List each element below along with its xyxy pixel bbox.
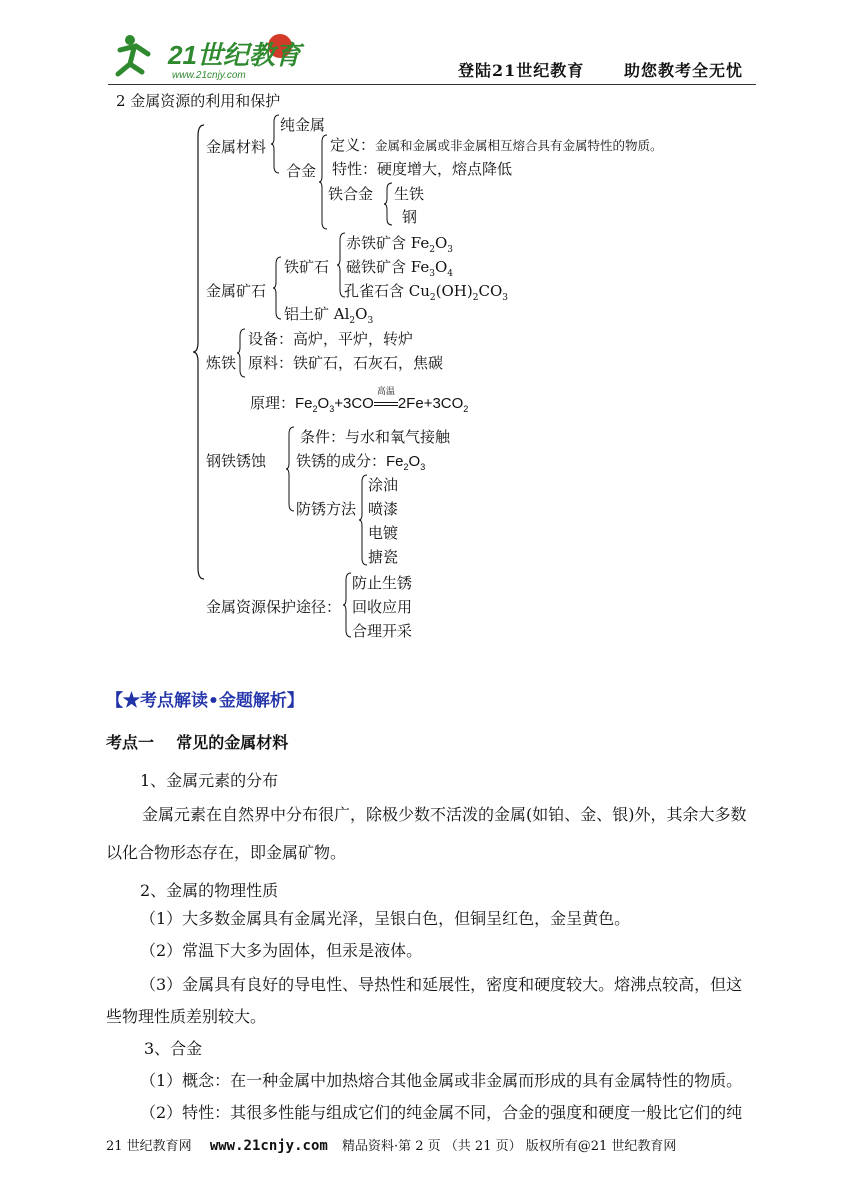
smelting-label: 炼铁 [206,354,237,372]
p1-text-line2: 以化合物形态存在，即金属矿物。 [106,843,347,862]
steel: 钢 [402,208,418,226]
ores-label: 金属矿石 [206,282,267,300]
kaodian-title: 考点一 常见的金属材料 [106,733,289,752]
prevention-brace [358,474,368,566]
prevention-label: 防锈方法 [296,500,357,518]
p3-heading: 3、合金 [144,1039,203,1058]
logo-url: www.21cnjy.com [172,70,246,81]
p2-item2: （2）常温下大多为固体，但汞是液体。 [140,941,423,960]
section-banner: 【★考点解读•金题解析】 [106,691,304,711]
protection-brace [342,572,352,638]
bauxite: 铝土矿 $Al_2O_3$ [284,305,374,326]
footer-site-name: 21 世纪教育网 [106,1139,192,1154]
pig-iron: 生铁 [394,185,425,203]
header-slogan-left: 登陆21世纪教育 [458,61,585,80]
iron-alloy-label: 铁合金 [328,185,374,203]
p3-item1: （1）概念：在一种金属中加热熔合其他金属或非金属而形成的具有金属特性的物质。 [140,1071,743,1090]
alloy-property: 特性：硬度增大，熔点降低 [332,160,513,178]
ores-brace [272,256,282,320]
header-divider [108,84,756,85]
materials-label: 金属材料 [206,138,267,156]
prevention-method: 喷漆 [368,500,399,518]
protection-way: 回收应用 [352,598,413,616]
smelting-brace [236,328,246,378]
alloy-definition: 定义：金属和金属或非金属相互熔合具有金属特性的物质。 [330,136,663,154]
rust-brace [285,426,295,512]
rust-composition: 铁锈的成分：$Fe_2O_3$ [296,452,426,472]
alloy-label: 合金 [286,162,317,180]
footer-url[interactable]: www.21cnjy.com [209,1138,328,1154]
footer-page-info: 精品资料·第 2 页 （共 21 页） 版权所有@21 世纪教育网 [341,1139,677,1154]
malachite: 孔雀石含 $Cu_2(OH)_2CO_3$ [344,282,508,303]
p2-item3-line1: （3）金属具有良好的导电性、导热性和延展性，密度和硬度较大。熔沸点较高，但这 [140,975,743,994]
alloy-brace [318,134,328,230]
p2-heading: 2、金属的物理性质 [140,881,279,900]
iron-ore-label: 铁矿石 [284,258,330,276]
protection-way: 合理开采 [352,622,413,640]
p2-item1: （1）大多数金属具有金属光泽，呈银白色，但铜呈红色，金呈黄色。 [140,909,631,928]
rust-label: 钢铁锈蚀 [206,452,267,470]
protection-way: 防止生锈 [352,574,413,592]
p2-item3-line2: 些物理性质差别较大。 [106,1007,267,1026]
magnetite: 磁铁矿含 $Fe_3O_4$ [346,258,454,279]
smelting-principle: 原理：$Fe_2O_3+3CO$ 高温 $2Fe+3CO_2$ [250,387,469,414]
pure-metal: 纯金属 [280,116,326,134]
prevention-method: 搪瓷 [368,548,399,566]
footer [106,1135,676,1154]
runner-icon [118,35,148,74]
logo-text: 21世纪教育 [168,40,301,70]
hematite: 赤铁矿含 $Fe_2O_3$ [346,234,454,255]
prevention-method: 电镀 [368,524,399,542]
p1-heading: 1、金属元素的分布 [140,771,279,790]
main-brace [192,124,206,580]
materials-brace [270,114,280,174]
smelting-equipment: 设备：高炉，平炉，转炉 [248,330,414,348]
outline-title: 2 金属资源的利用和保护 [116,92,281,110]
p1-text-line1: 金属元素在自然界中分布很广，除极少数不活泼的金属(如铂、金、银)外，其余大多数 [142,805,747,824]
header-slogan-right: 助您教考全无忧 [624,61,744,80]
site-logo [108,30,308,82]
prevention-method: 涂油 [368,476,399,494]
smelting-materials: 原料：铁矿石，石灰石，焦碳 [248,354,444,372]
iron-alloy-brace [383,182,393,226]
rust-condition: 条件：与水和氧气接触 [300,428,451,446]
protection-label: 金属资源保护途径： [206,598,342,616]
p3-item2: （2）特性：其很多性能与组成它们的纯金属不同，合金的强度和硬度一般比它们的纯 [140,1103,743,1122]
